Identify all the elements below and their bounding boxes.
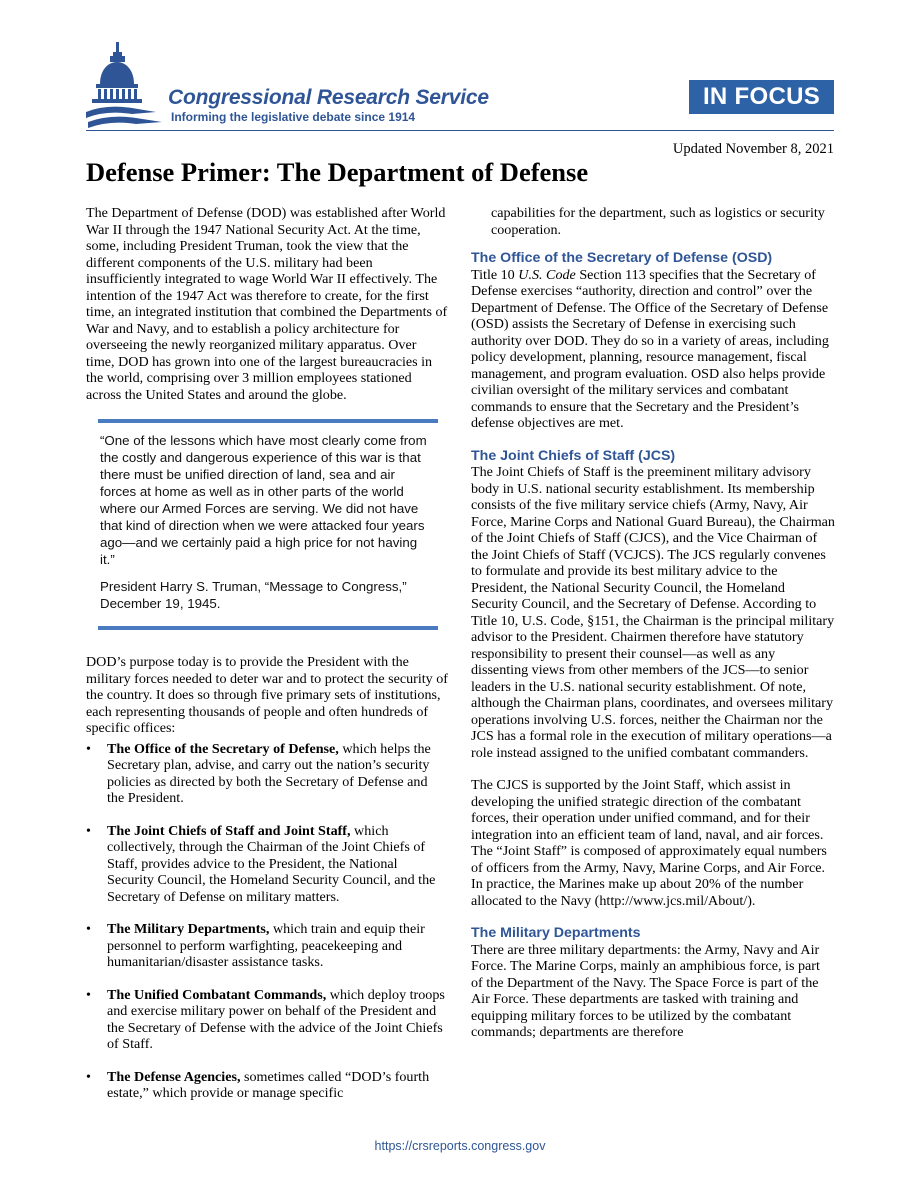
bullet-icon: •: [86, 822, 91, 839]
list-item: [86, 987, 448, 1053]
list-item-text: which helps the Secretary plan, advise, and carry out the nation’s security policies as directed by both the Secretary of Defense and the President.: [107, 740, 431, 806]
continuation-text: capabilities for the department, such as logistics or security cooperation.: [491, 205, 825, 238]
list-item: [86, 921, 448, 971]
list-item-text: which deploy troops and exercise military power on behalf of the President and the Secretary of Defense with the advice of the Joint Chiefs of Staff.: [107, 986, 445, 1052]
list-item-term: The Office of the Secretary of Defense,: [107, 740, 339, 757]
truman-quote: “One of the lessons which have most clearly come from the costly and dangerous experience of this war is that there must be unified direction of land, sea and air forces at home as well as in other parts of the world where our Armed Forces are serving. We did not have that kind of direction when we were attacked four years ago—and we certainly paid a high price for not having it.”: [100, 433, 427, 567]
military-departments-heading: The Military Departments: [471, 925, 641, 941]
list-item: [86, 741, 448, 807]
capitol-dome-logo-icon: [86, 40, 176, 136]
jcs-paragraph-2: The CJCS is supported by the Joint Staff, which assist in developing the unified strategic direction of the combatant forces, their operation under unified command, and for their integration into an efficient team of land, naval, and air forces. The “Joint Staff” is composed of approximately equal numbers of officers from the Army, Navy, Marine Corps, and Air Force. In practice, the Marines make up about 20% of the number allocated to the Navy (http://www.jcs.mil/About/).: [471, 777, 827, 909]
list-item: [86, 1069, 448, 1102]
quote-bottom-rule: [98, 626, 438, 630]
jcs-heading: The Joint Chiefs of Staff (JCS): [471, 447, 676, 464]
military-departments-paragraph: There are three military departments: the Army, Navy and Air Force. The Marine Corps, mainly an amphibious force, is part of the Department of the Navy. The Space Force is part of the Air Force. These departments are tasked with training and equipping military forces to be utilized by the combatant commands; departments are therefore: [471, 941, 820, 1040]
updated-date: Updated November 8, 2021: [672, 141, 834, 157]
list-item: [86, 823, 448, 906]
list-item-text: which collectively, through the Chairman of the Joint Chiefs of Staff, provides advice to the President, the National Security Council, the Homeland Security Council, and the Secretary of Defense on military matters.: [107, 822, 436, 905]
osd-code: U.S. Code: [518, 266, 576, 283]
left-column: [86, 205, 448, 1118]
bullet-icon: •: [86, 1068, 91, 1085]
intro-paragraph: The Department of Defense (DOD) was established after World War II through the 1947 National Security Act. At the time, some, including President Truman, took the view that the different components of the U.S. military had been insufficiently integrated to wage World War II effectively. The intention of the 1947 Act was therefore to create, for the first time, an integrated institution that combined the Departments of War and Navy, and to establish a policy architecture for overseeing the newly reorganized military apparatus. Over time, DOD has grown into one of the largest bureaucracies in the world, comprising over 3 million employees stationed across the United States and around the globe.: [86, 205, 448, 403]
page-title: Defense Primer: The Department of Defense: [86, 157, 589, 187]
jcs-paragraph-1: The Joint Chiefs of Staff is the preeminent military advisory body in U.S. national security establishment. Its membership consists of the five military service chiefs (Army, Navy, Air Force, Marine Corps and National Guard Bureau), the Chairman of the Joint Chiefs of Staff (CJCS), and the Vice Chairman of the Joint Chiefs of Staff (VCJCS). The JCS regularly convenes to formulate and provide its best military advice to the President, the National Security Council, the Homeland Security Council, and the Secretary of Defense. According to Title 10, U.S. Code, §151, the Chairman is the principal military advisor to the President. Chairmen therefore have statutory responsibility to present their counsel—as well as any dissenting views from other members of the JCS—to senior leaders in the U.S. national security establishment. Of note, although the Chairman plans, coordinates, and oversees military operations involving U.S. forces, neither the Chairman nor the JCS has a formal role in the execution of military operations—a role instead assigned to the unified combatant commanders.: [471, 464, 835, 761]
bullet-icon: •: [86, 740, 91, 757]
footer-url[interactable]: https://crsreports.congress.gov: [374, 1139, 546, 1153]
quote-attribution: President Harry S. Truman, “Message to Congress,” December 19, 1945.: [100, 579, 407, 611]
osd-heading: The Office of the Secretary of Defense (OSD): [471, 250, 773, 266]
organization-tagline: Informing the legislative debate since 1914: [171, 110, 416, 124]
right-column: [471, 205, 835, 1041]
quote-box: [98, 419, 438, 630]
purpose-paragraph: DOD’s purpose today is to provide the President with the military forces needed to deter war and to protect the security of the country. It does so through five primary sets of institutions, each representing thousands of people and often hundreds of specific offices:: [86, 654, 448, 736]
bullet-icon: •: [86, 921, 91, 937]
institution-list: [86, 741, 448, 1102]
list-item-term: The Joint Chiefs of Staff and Joint Staff,: [107, 822, 351, 839]
osd-paragraph: [471, 267, 835, 432]
list-item-text: sometimes called “DOD’s fourth estate,” which provide or manage specific: [107, 1068, 430, 1101]
header-divider: [86, 130, 834, 131]
organization-name: Congressional Research Service: [168, 86, 489, 109]
bullet-icon: •: [86, 986, 91, 1003]
list-item-term: The Defense Agencies,: [107, 1068, 241, 1085]
osd-lead: Title 10: [471, 266, 519, 283]
list-item-term: The Military Departments,: [107, 921, 270, 937]
osd-body: Section 113 specifies that the Secretary of Defense exercises “authority, direction and control” over the Department of Defense. The Office of the Secretary of Defense (OSD) assists the Secretary of Defense in exercising such authority over DOD. They do so in a variety of areas, including policy development, planning, resource management, fiscal management, and program evaluation. OSD also helps provide civilian oversight of the military services and combatant commands to ensure that the Secretary and the President’s defense objectives are met.: [471, 266, 829, 431]
list-item-text: which train and equip their personnel to perform warfighting, peacekeeping and humanitarian/disaster assistance tasks.: [107, 921, 425, 970]
list-item-term: The Unified Combatant Commands,: [107, 986, 327, 1003]
in-focus-badge: IN FOCUS: [689, 80, 834, 114]
